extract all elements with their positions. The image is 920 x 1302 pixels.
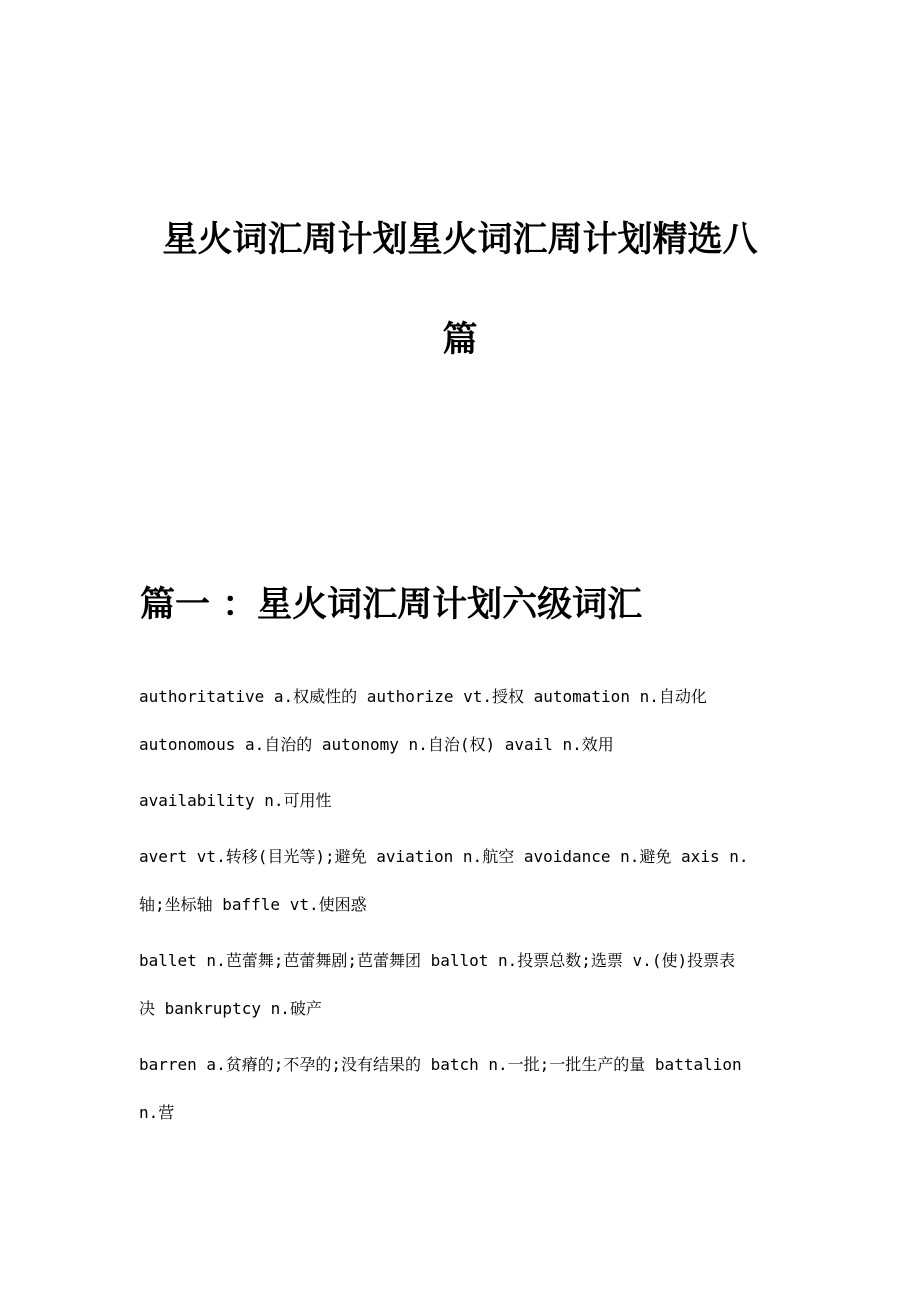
document-title-line-2: 篇	[442, 319, 478, 360]
vocab-line: 轴;坐标轴 baffle vt.使困惑	[139, 895, 367, 914]
vocab-line: n.营	[139, 1103, 175, 1122]
vocab-line: autonomous a.自治的 autonomy n.自治(权) avail n.效用	[139, 735, 614, 754]
section-heading: 篇一 ：星火词汇周计划六级词汇	[140, 584, 643, 625]
vocab-line: authoritative a.权威性的 authorize vt.授权 automation n.自动化	[139, 687, 707, 706]
vocab-line: 决 bankruptcy n.破产	[139, 999, 322, 1018]
vocab-line: barren a.贫瘠的;不孕的;没有结果的 batch n.一批;一批生产的量 battalion	[139, 1055, 742, 1074]
document-title-line-1: 星火词汇周计划星火词汇周计划精选八	[162, 219, 758, 260]
vocab-line: availability n.可用性	[139, 791, 332, 810]
vocab-line: ballet n.芭蕾舞;芭蕾舞剧;芭蕾舞团 ballot n.投票总数;选票 v.(使)投票表	[139, 951, 736, 970]
vocab-line: avert vt.转移(目光等);避免 aviation n.航空 avoidance n.避免 axis n.	[139, 847, 749, 866]
